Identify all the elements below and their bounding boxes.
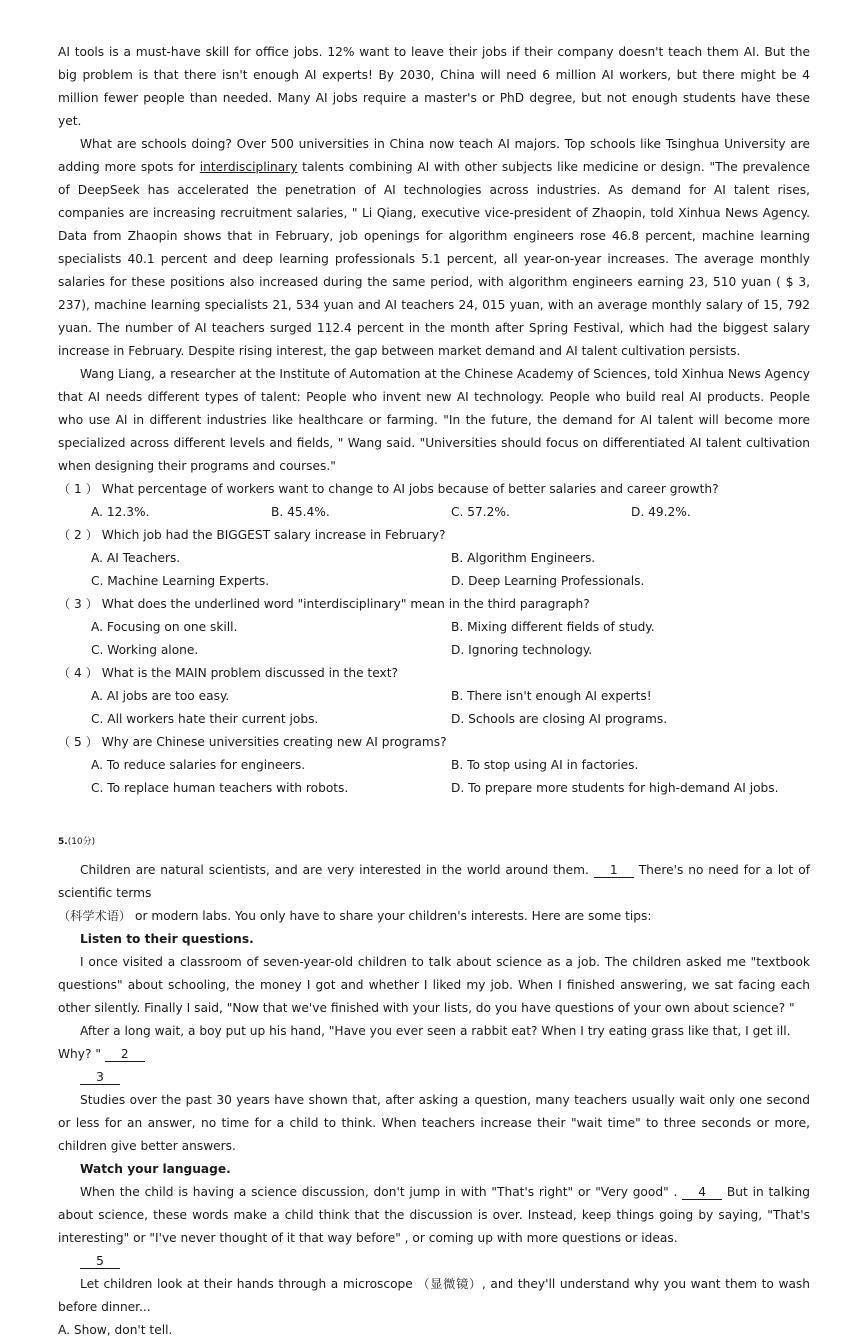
question-5-options-row-2: [58, 777, 810, 800]
answer-option-a: A. Show, don't tell.: [58, 1323, 173, 1337]
question-5-stem: （ 5 ） Why are Chinese universities creating new AI programs?: [58, 735, 447, 749]
question-1-option-d[interactable]: D. 49.2%.: [631, 505, 691, 519]
question-2-option-c[interactable]: C. Machine Learning Experts.: [91, 574, 270, 588]
passage-paragraph-3: Wang Liang, a researcher at the Institute of Automation at the Chinese Academy of Sciences, told Xinhua News Agency that AI needs different types of talent: People who invent new AI technology. People who build real AI products. People who use AI in different industries like healthcare or farming. "In the future, the demand for AI talent will become more specialized across different levels and fields, " Wang said. "Universities should focus on differentiated AI talent cultivation when designing their programs and courses.": [58, 367, 810, 473]
question-4-option-c[interactable]: C. All workers hate their current jobs.: [91, 712, 319, 726]
section-5-paragraph-1-cont: （科学术语） or modern labs. You only have to share your children's interests. Here are some tips:: [58, 909, 652, 923]
section-5-paragraph-1: Children are natural scientists, and are very interested in the world around them. 1 There's no need for a lot of scientific terms: [58, 863, 810, 900]
question-4-options-row-1: [58, 685, 810, 708]
underlined-word: interdisciplinary: [199, 160, 298, 174]
question-3-option-a[interactable]: A. Focusing on one skill.: [91, 620, 238, 634]
question-1-stem: （ 1 ） What percentage of workers want to change to AI jobs because of better salaries and career growth?: [58, 482, 719, 496]
blank-5[interactable]: 5: [80, 1254, 120, 1269]
question-1-option-b[interactable]: B. 45.4%.: [271, 505, 330, 519]
question-4-option-b[interactable]: B. There isn't enough AI experts!: [451, 689, 652, 703]
question-2-options-row-1: [58, 547, 810, 570]
question-5-options-row-1: [58, 754, 810, 777]
section-5-paragraph-6: Let children look at their hands through a microscope （显微镜）, and they'll understand why you want them to wash before dinner...: [58, 1277, 810, 1314]
question-2-options-row-2: [58, 570, 810, 593]
question-5-option-d[interactable]: D. To prepare more students for high-demand AI jobs.: [451, 781, 779, 795]
passage-paragraph-2: What are schools doing? Over 500 universities in China now teach AI majors. Top schools like Tsinghua University are adding more spots for interdisciplinary talents combining AI with other subjects like medicine or design. "The prevalence of DeepSeek has accelerated the penetration of AI technologies across industries. As demand for AI talent rises, companies are increasing recruitment salaries, " Li Qiang, executive vice-president of Zhaopin, told Xinhua News Agency. Data from Zhaopin shows that in February, job openings for algorithm engineers rose 46.8 percent, machine learning specialists 40.1 percent and deep learning professionals 5.1 percent, all year-on-year increases. The average monthly salaries for these positions also increased during the same period, with algorithm engineers earning 23, 510 yuan ( $ 3, 237), machine learning specialists 21, 534 yuan and AI teachers 24, 015 yuan, with an average monthly salary of 15, 792 yuan. The number of AI teachers surged 112.4 percent in the month after Spring Festival, which had the biggest salary increase in February. Despite rising interest, the gap between market demand and AI talent cultivation persists.: [58, 137, 810, 358]
question-1-option-c[interactable]: C. 57.2%.: [451, 505, 510, 519]
question-2-stem: （ 2 ） Which job had the BIGGEST salary increase in February?: [58, 528, 446, 542]
question-5-option-a[interactable]: A. To reduce salaries for engineers.: [91, 758, 306, 772]
question-2-option-a[interactable]: A. AI Teachers.: [91, 551, 181, 565]
question-5-option-b[interactable]: B. To stop using AI in factories.: [451, 758, 639, 772]
document-page: [58, 41, 810, 1342]
blank-3[interactable]: 3: [80, 1070, 120, 1085]
section-5-paragraph-2: I once visited a classroom of seven-year-old children to talk about science as a job. The children asked me "textbook questions" about schooling, the money I got and whether I liked my job. When I finished answering, we sat facing each other silently. Finally I said, "Now that we've finished with your lists, do you have questions of your own about science? ": [58, 955, 810, 1015]
passage-paragraph-1: AI tools is a must-have skill for office jobs. 12% want to leave their jobs if their company doesn't teach them AI. But the big problem is that there isn't enough AI experts! By 2030, China will need 6 million AI workers, but there might be 4 million fewer people than needed. Many AI jobs require a master's or PhD degree, but not enough students have these yet.: [58, 45, 810, 128]
blank-5-line: [58, 1250, 810, 1273]
heading-listen: Listen to their questions.: [80, 932, 254, 946]
question-5-option-c[interactable]: C. To replace human teachers with robots.: [91, 781, 349, 795]
section-5-paragraph-4: Studies over the past 30 years have shown that, after asking a question, many teachers usually wait only one second or less for an answer, no time for a child to think. When teachers increase their "wait time" to three seconds or more, children give better answers.: [58, 1093, 810, 1153]
section-5-paragraph-3: After a long wait, a boy put up his hand, "Have you ever seen a rabbit eat? When I try eating grass like that, I get ill. Why? " 2: [58, 1024, 791, 1061]
question-3-stem: （ 3 ） What does the underlined word "interdisciplinary" mean in the third paragraph?: [58, 597, 590, 611]
question-4-stem: （ 4 ） What is the MAIN problem discussed in the text?: [58, 666, 398, 680]
blank-2[interactable]: 2: [105, 1047, 145, 1062]
question-2-option-d[interactable]: D. Deep Learning Professionals.: [451, 574, 645, 588]
question-2-option-b[interactable]: B. Algorithm Engineers.: [451, 551, 596, 565]
question-1-options: [58, 501, 810, 524]
blank-3-line: [58, 1066, 810, 1089]
question-3-options-row-1: [58, 616, 810, 639]
section-5-paragraph-5: When the child is having a science discussion, don't jump in with "That's right" or "Very good" . 4 But in talking about science, these words make a child think that the discussion is over. Instead, keep things going by saying, "That's interesting" or "I've never thought of it that way before" , or coming up with more questions or ideas.: [58, 1185, 811, 1245]
blank-4[interactable]: 4: [682, 1185, 722, 1200]
blank-1[interactable]: 1: [594, 863, 634, 878]
section-5-header: 5.(10分): [58, 837, 96, 847]
question-4-options-row-2: [58, 708, 810, 731]
question-3-option-c[interactable]: C. Working alone.: [91, 643, 199, 657]
question-3-option-d[interactable]: D. Ignoring technology.: [451, 643, 593, 657]
question-4-option-a[interactable]: A. AI jobs are too easy.: [91, 689, 230, 703]
question-3-option-b[interactable]: B. Mixing different fields of study.: [451, 620, 655, 634]
question-1-option-a[interactable]: A. 12.3%.: [91, 505, 150, 519]
question-3-options-row-2: [58, 639, 810, 662]
question-4-option-d[interactable]: D. Schools are closing AI programs.: [451, 712, 668, 726]
heading-watch: Watch your language.: [80, 1162, 231, 1176]
